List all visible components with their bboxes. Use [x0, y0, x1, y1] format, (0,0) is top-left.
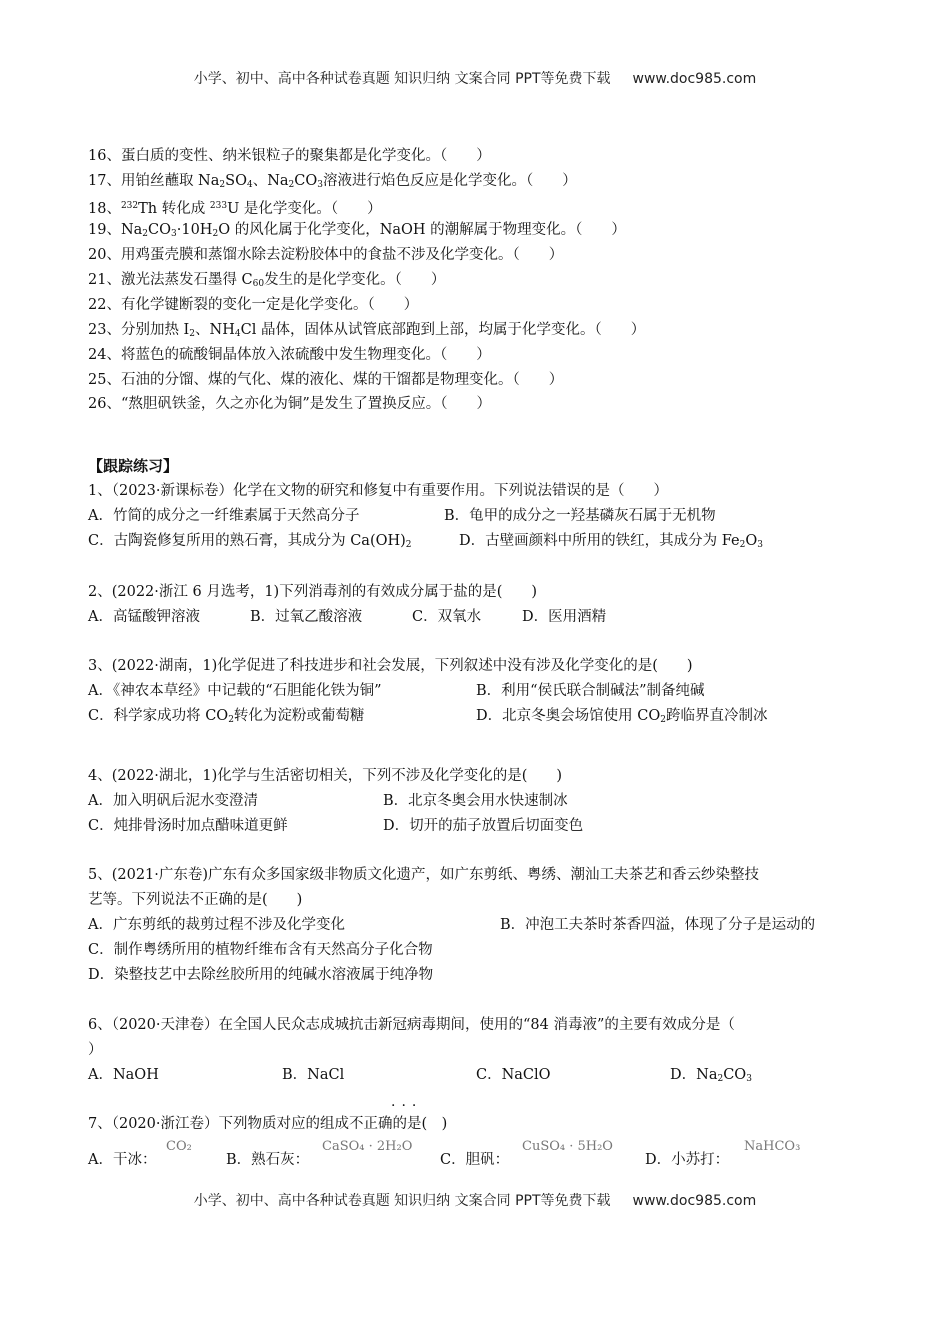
- judge-item-23: 23、分别加热 $I_2$、$NH_4Cl$ 晶体，固体从试管底部跑到上部，均属于化学变化。（ ）: [88, 322, 646, 339]
- q2-stem: 2、(2022·浙江 6 月选考，1)下列消毒剂的有效成分属于盐的是( ): [88, 584, 538, 600]
- q5-option-d: D．染整技艺中去除丝胶所用的纯碱水溶液属于纯净物: [88, 967, 434, 983]
- emphasis-dots: ···: [391, 1098, 423, 1114]
- q7-formula-d: NaHCO₃: [744, 1139, 801, 1154]
- q6-stem-line2: ）: [88, 1042, 103, 1058]
- q7-option-d: D．小苏打：: [645, 1152, 730, 1168]
- judge-item-25: 25、石油的分馏、煤的气化、煤的液化、煤的干馏都是物理变化。（ ）: [88, 372, 564, 388]
- q4-stem: 4、(2022·湖北，1)化学与生活密切相关，下列不涉及化学变化的是( ): [88, 768, 563, 784]
- section-title: 【跟踪练习】: [88, 457, 179, 475]
- q4-option-c: C．炖排骨汤时加点醋味道更鲜: [88, 818, 288, 834]
- q1-stem: 1、（2023·新课标卷）化学在文物的研究和修复中有重要作用。下列说法错误的是（ ）: [88, 483, 668, 499]
- header-text: 小学、初中、高中各种试卷真题 知识归纳 文案合同 PPT等免费下载: [193, 71, 611, 87]
- q6-option-b: B．NaCl: [282, 1067, 345, 1083]
- q7-formula-c: CuSO₄ · 5H₂O: [522, 1139, 613, 1154]
- q2-option-b: B．过氧乙酸溶液: [250, 609, 363, 625]
- q3-option-d: D．北京冬奥会场馆使用 $CO_2$跨临界直冷制冰: [476, 708, 768, 725]
- judge-item-26: 26、“熬胆矾铁釜，久之亦化为铜”是发生了置换反应。（ ）: [88, 396, 492, 412]
- page-footer: [0, 1190, 950, 1210]
- q7-option-a: A．干冰：: [88, 1152, 157, 1168]
- judge-item-24: 24、将蓝色的硫酸铜晶体放入浓硫酸中发生物理变化。（ ）: [88, 347, 491, 363]
- judge-item-22: 22、有化学键断裂的变化一定是化学变化。（ ）: [88, 297, 419, 313]
- q3-option-b: B．利用“侯氏联合制碱法”制备纯碱: [476, 683, 705, 699]
- q5-option-c: C．制作粤绣所用的植物纤维布含有天然高分子化合物: [88, 942, 433, 958]
- footer-text: 小学、初中、高中各种试卷真题 知识归纳 文案合同 PPT等免费下载: [193, 1193, 611, 1209]
- q1-option-b: B．龟甲的成分之一羟基磷灰石属于无机物: [444, 508, 716, 524]
- q4-option-a: A．加入明矾后泥水变澄清: [88, 793, 258, 809]
- q5-option-a: A．广东剪纸的裁剪过程不涉及化学变化: [88, 917, 345, 933]
- q7-option-c: C．胆矾：: [440, 1152, 510, 1168]
- q7-formula-a: CO₂: [166, 1139, 192, 1154]
- q4-option-b: B．北京冬奥会用水快速制冰: [383, 793, 568, 809]
- q3-option-c: C．科学家成功将 $CO_2$转化为淀粉或葡萄糖: [88, 708, 365, 725]
- q2-option-a: A．高锰酸钾溶液: [88, 609, 200, 625]
- footer-site[interactable]: www.doc985.com: [632, 1193, 757, 1209]
- q7-stem: 7、（2020·浙江卷）下列物质对应的组成不正确的是( ): [88, 1116, 448, 1132]
- q2-option-d: D．医用酒精: [522, 609, 607, 625]
- q1-option-d: D．古壁画颜料中所用的铁红，其成分为 $Fe_2O_3$: [459, 533, 763, 550]
- q7-option-b: B．熟石灰：: [226, 1152, 310, 1168]
- q6-option-a: A．NaOH: [88, 1067, 159, 1083]
- header-site[interactable]: www.doc985.com: [632, 71, 757, 87]
- q2-option-c: C．双氧水: [412, 609, 482, 625]
- q3-option-a: A．《神农本草经》中记载的“石胆能化铁为铜”: [88, 683, 382, 699]
- q6-option-c: C．NaClO: [476, 1067, 551, 1083]
- judge-item-16: 16、蛋白质的变性、纳米银粒子的聚集都是化学变化。（ ）: [88, 148, 491, 164]
- page-header: [0, 68, 950, 88]
- q5-stem-line2: 艺等。下列说法不正确的是( ): [88, 892, 303, 908]
- judge-item-21: 21、激光法蒸发石墨得 $C_{60}$发生的是化学变化。（ ）: [88, 272, 446, 289]
- q1-option-a: A．竹简的成分之一纤维素属于天然高分子: [88, 508, 360, 524]
- q5-option-b: B．冲泡工夫茶时茶香四溢，体现了分子是运动的: [500, 917, 816, 933]
- judge-item-20: 20、用鸡蛋壳膜和蒸馏水除去淀粉胶体中的食盐不涉及化学变化。（ ）: [88, 247, 564, 263]
- q3-stem: 3、(2022·湖南，1)化学促进了科技进步和社会发展，下列叙述中没有涉及化学变化的是( ): [88, 658, 693, 674]
- q5-stem-line1: 5、(2021·广东卷)广东有众多国家级非物质文化遗产，如广东剪纸、粤绣、潮汕工夫茶艺和香云纱染整技: [88, 867, 760, 883]
- q1-option-c: C．古陶瓷修复所用的熟石膏，其成分为 $Ca(OH)_2$: [88, 533, 412, 550]
- judge-item-19: 19、$Na_2CO_3\cdot 10H_2O$ 的风化属于化学变化，NaOH 的潮解属于物理变化。（ ）: [88, 222, 626, 239]
- q4-option-d: D．切开的茄子放置后切面变色: [383, 818, 584, 834]
- q6-option-d: D．$Na_2CO_3$: [670, 1067, 752, 1084]
- q6-stem-line1: 6、（2020·天津卷）在全国人民众志成城抗击新冠病毒期间，使用的“84 消毒液”的主要有效成分是（: [88, 1017, 735, 1033]
- q7-formula-b: CaSO₄ · 2H₂O: [322, 1139, 413, 1154]
- judge-item-18: 18、$^{232}$Th 转化成 $^{233}$U 是化学变化。（ ）: [88, 201, 382, 217]
- judge-item-17: 17、用铂丝蘸取 $Na_2SO_4$、$Na_2CO_3$溶液进行焰色反应是化学变化。（ ）: [88, 173, 577, 190]
